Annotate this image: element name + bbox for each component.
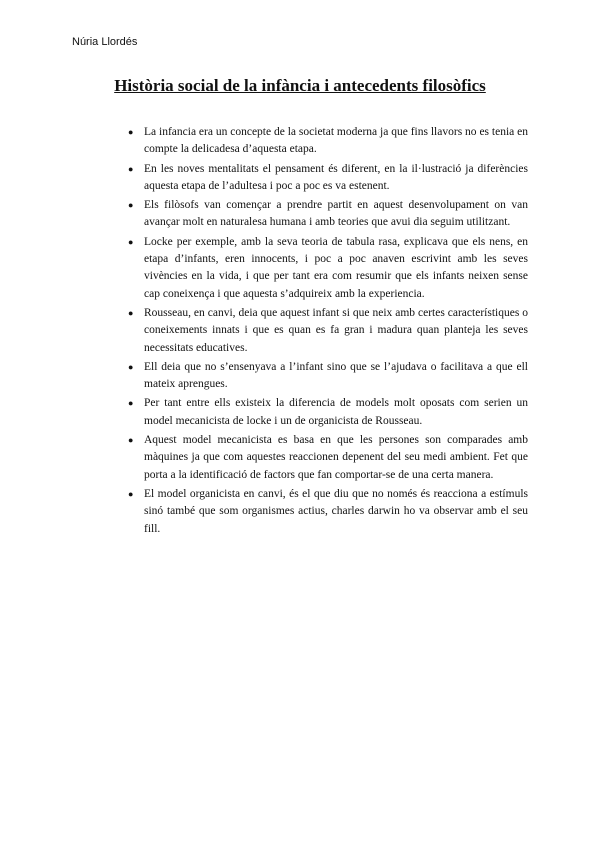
list-item [128, 197, 528, 232]
bullet-list [128, 124, 528, 540]
bullet-icon: ● [128, 236, 134, 247]
list-item-text: La infancia era un concepte de la societat moderna ja que fins llavors no es tenia en compte la delicadesa d’aquesta etapa. [144, 126, 528, 156]
author-name: Núria Llordés [72, 36, 138, 48]
bullet-icon: ● [128, 488, 134, 499]
bullet-icon: ● [128, 200, 134, 211]
list-item [128, 432, 528, 484]
list-item [128, 359, 528, 394]
bullet-icon: ● [128, 163, 134, 174]
list-item [128, 305, 528, 357]
list-item [128, 124, 528, 159]
list-item-text: Rousseau, en canvi, deia que aquest infant si que neix amb certes característiques o coneixements innats i que es quan es fa gran i madura quan planteja les seves necessitats educatives. [144, 306, 528, 354]
bullet-icon: ● [128, 361, 134, 372]
page-title: Història social de la infància i antecedents filosòfics [114, 76, 486, 95]
list-item-text: El model organicista en canvi, és el que diu que no només és reacciona a estímuls sinó també que som organismes actius, charles darwin ho va observar amb el seu fill. [144, 487, 528, 535]
list-item [128, 234, 528, 303]
list-item [128, 395, 528, 430]
bullet-icon: ● [128, 398, 134, 409]
bullet-icon: ● [128, 435, 134, 446]
list-item [128, 486, 528, 538]
list-item-text: Aquest model mecanicista es basa en que les persones son comparades amb màquines ja que com aquestes reaccionen depenent del seu medi ambient. Fet que porta a la identificació de factors que fan comportar-se de una certa manera. [144, 434, 528, 481]
bullet-icon: ● [128, 127, 134, 137]
bullet-icon: ● [128, 307, 134, 318]
list-item [128, 161, 528, 196]
list-item-text: En les noves mentalitats el pensament és diferent, en la il·lustració ja diferències aquesta etapa de l’adultesa i poc a poc es va estenent. [144, 162, 528, 192]
list-item-text: Ell deia que no s’ensenyava a l’infant sino que se l’ajudava o facilitava a que ell mateix aprengues. [144, 360, 528, 391]
list-item-text: Per tant entre ells existeix la diferencia de models molt oposats com serien un model mecanicista de locke i un de organicista de Rousseau. [144, 397, 528, 427]
list-item-text: Els filòsofs van començar a prendre partit en aquest desenvolupament on van avançar molt en naturalesa humana i amb teories que avui dia seguim utilitzant. [144, 199, 528, 229]
list-item-text: Locke per exemple, amb la seva teoria de tabula rasa, explicava que els nens, en etapa d’infants, eren innocents, i poc a poc anaven escrivint amb les seves vivències en la vida, i que per tant era com resumir que els infants neixen sense cap coneixença i que aquesta s’adquireix amb la experiencia. [144, 235, 528, 300]
